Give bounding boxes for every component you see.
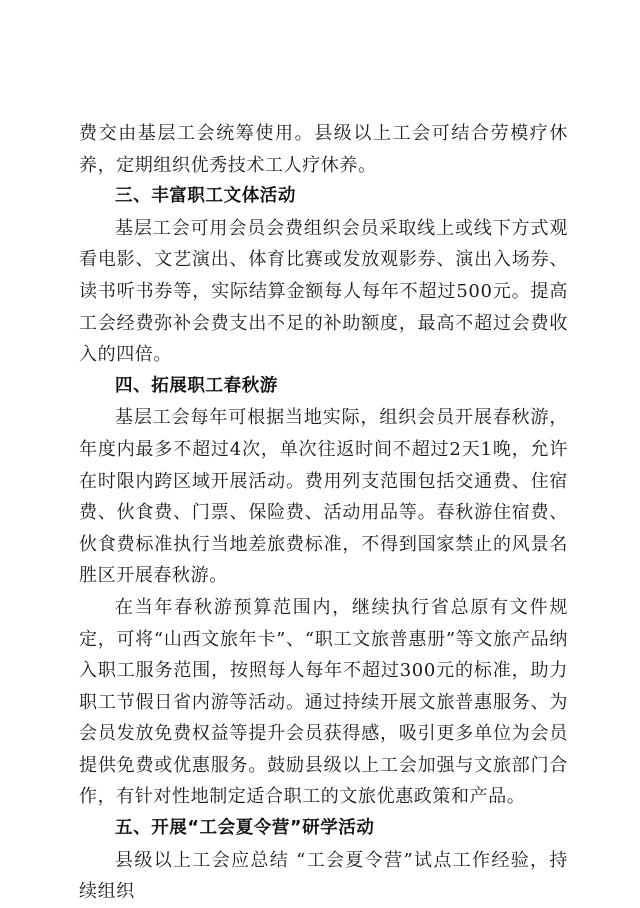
section-heading-3: 三、丰富职工文体活动 bbox=[115, 186, 296, 207]
section-heading-5: 五、开展“工会夏令营”研学活动 bbox=[115, 818, 375, 839]
paragraph-summer-camp: 县级以上工会应总结 “工会夏令营”试点工作经验，持续组织 bbox=[79, 849, 568, 903]
paragraph-culture-tourism-benefits: 在当年春秋游预算范围内，继续执行省总原有文件规定，可将“山西文旅年卡”、“职工文旅普惠册”等文旅产品纳入职工服务范围，按照每人每年不超过300元的标准，助力职工节假日省内游等活动。通过持续开展文旅普惠服务、为会员发放免费权益等提升会员获得感，吸引更多单位为会员提供免费或优惠服务。鼓励县级以上工会加强与文旅部门合作，有针对性地制定适合职工的文旅优惠政策和产品。 bbox=[79, 596, 568, 808]
paragraph-spring-autumn-tour: 基层工会每年可根据当地实际，组织会员开展春秋游，年度内最多不超过4次，单次往返时间不超过2天1晚，允许在时限内跨区域开展活动。费用列支范围包括交通费、住宿费、伙食费、门票、保险费、活动用品等。春秋游住宿费、伙食费标准执行当地差旅费标准，不得到国家禁止的风景名胜区开展春秋游。 bbox=[79, 407, 568, 587]
paragraph-continuation: 费交由基层工会统筹使用。县级以上工会可结合劳模疗休养，定期组织优秀技术工人疗休养。 bbox=[79, 123, 568, 176]
section-heading-4: 四、拓展职工春秋游 bbox=[115, 375, 278, 396]
paragraph-cultural-activities: 基层工会可用会员会费组织会员采取线上或线下方式观看电影、文艺演出、体育比赛或发放观影券、演出入场券、读书听书券等，实际结算金额每人每年不超过500元。提高工会经费弥补会费支出不足的补助额度，最高不超过会费收入的四倍。 bbox=[79, 217, 568, 366]
